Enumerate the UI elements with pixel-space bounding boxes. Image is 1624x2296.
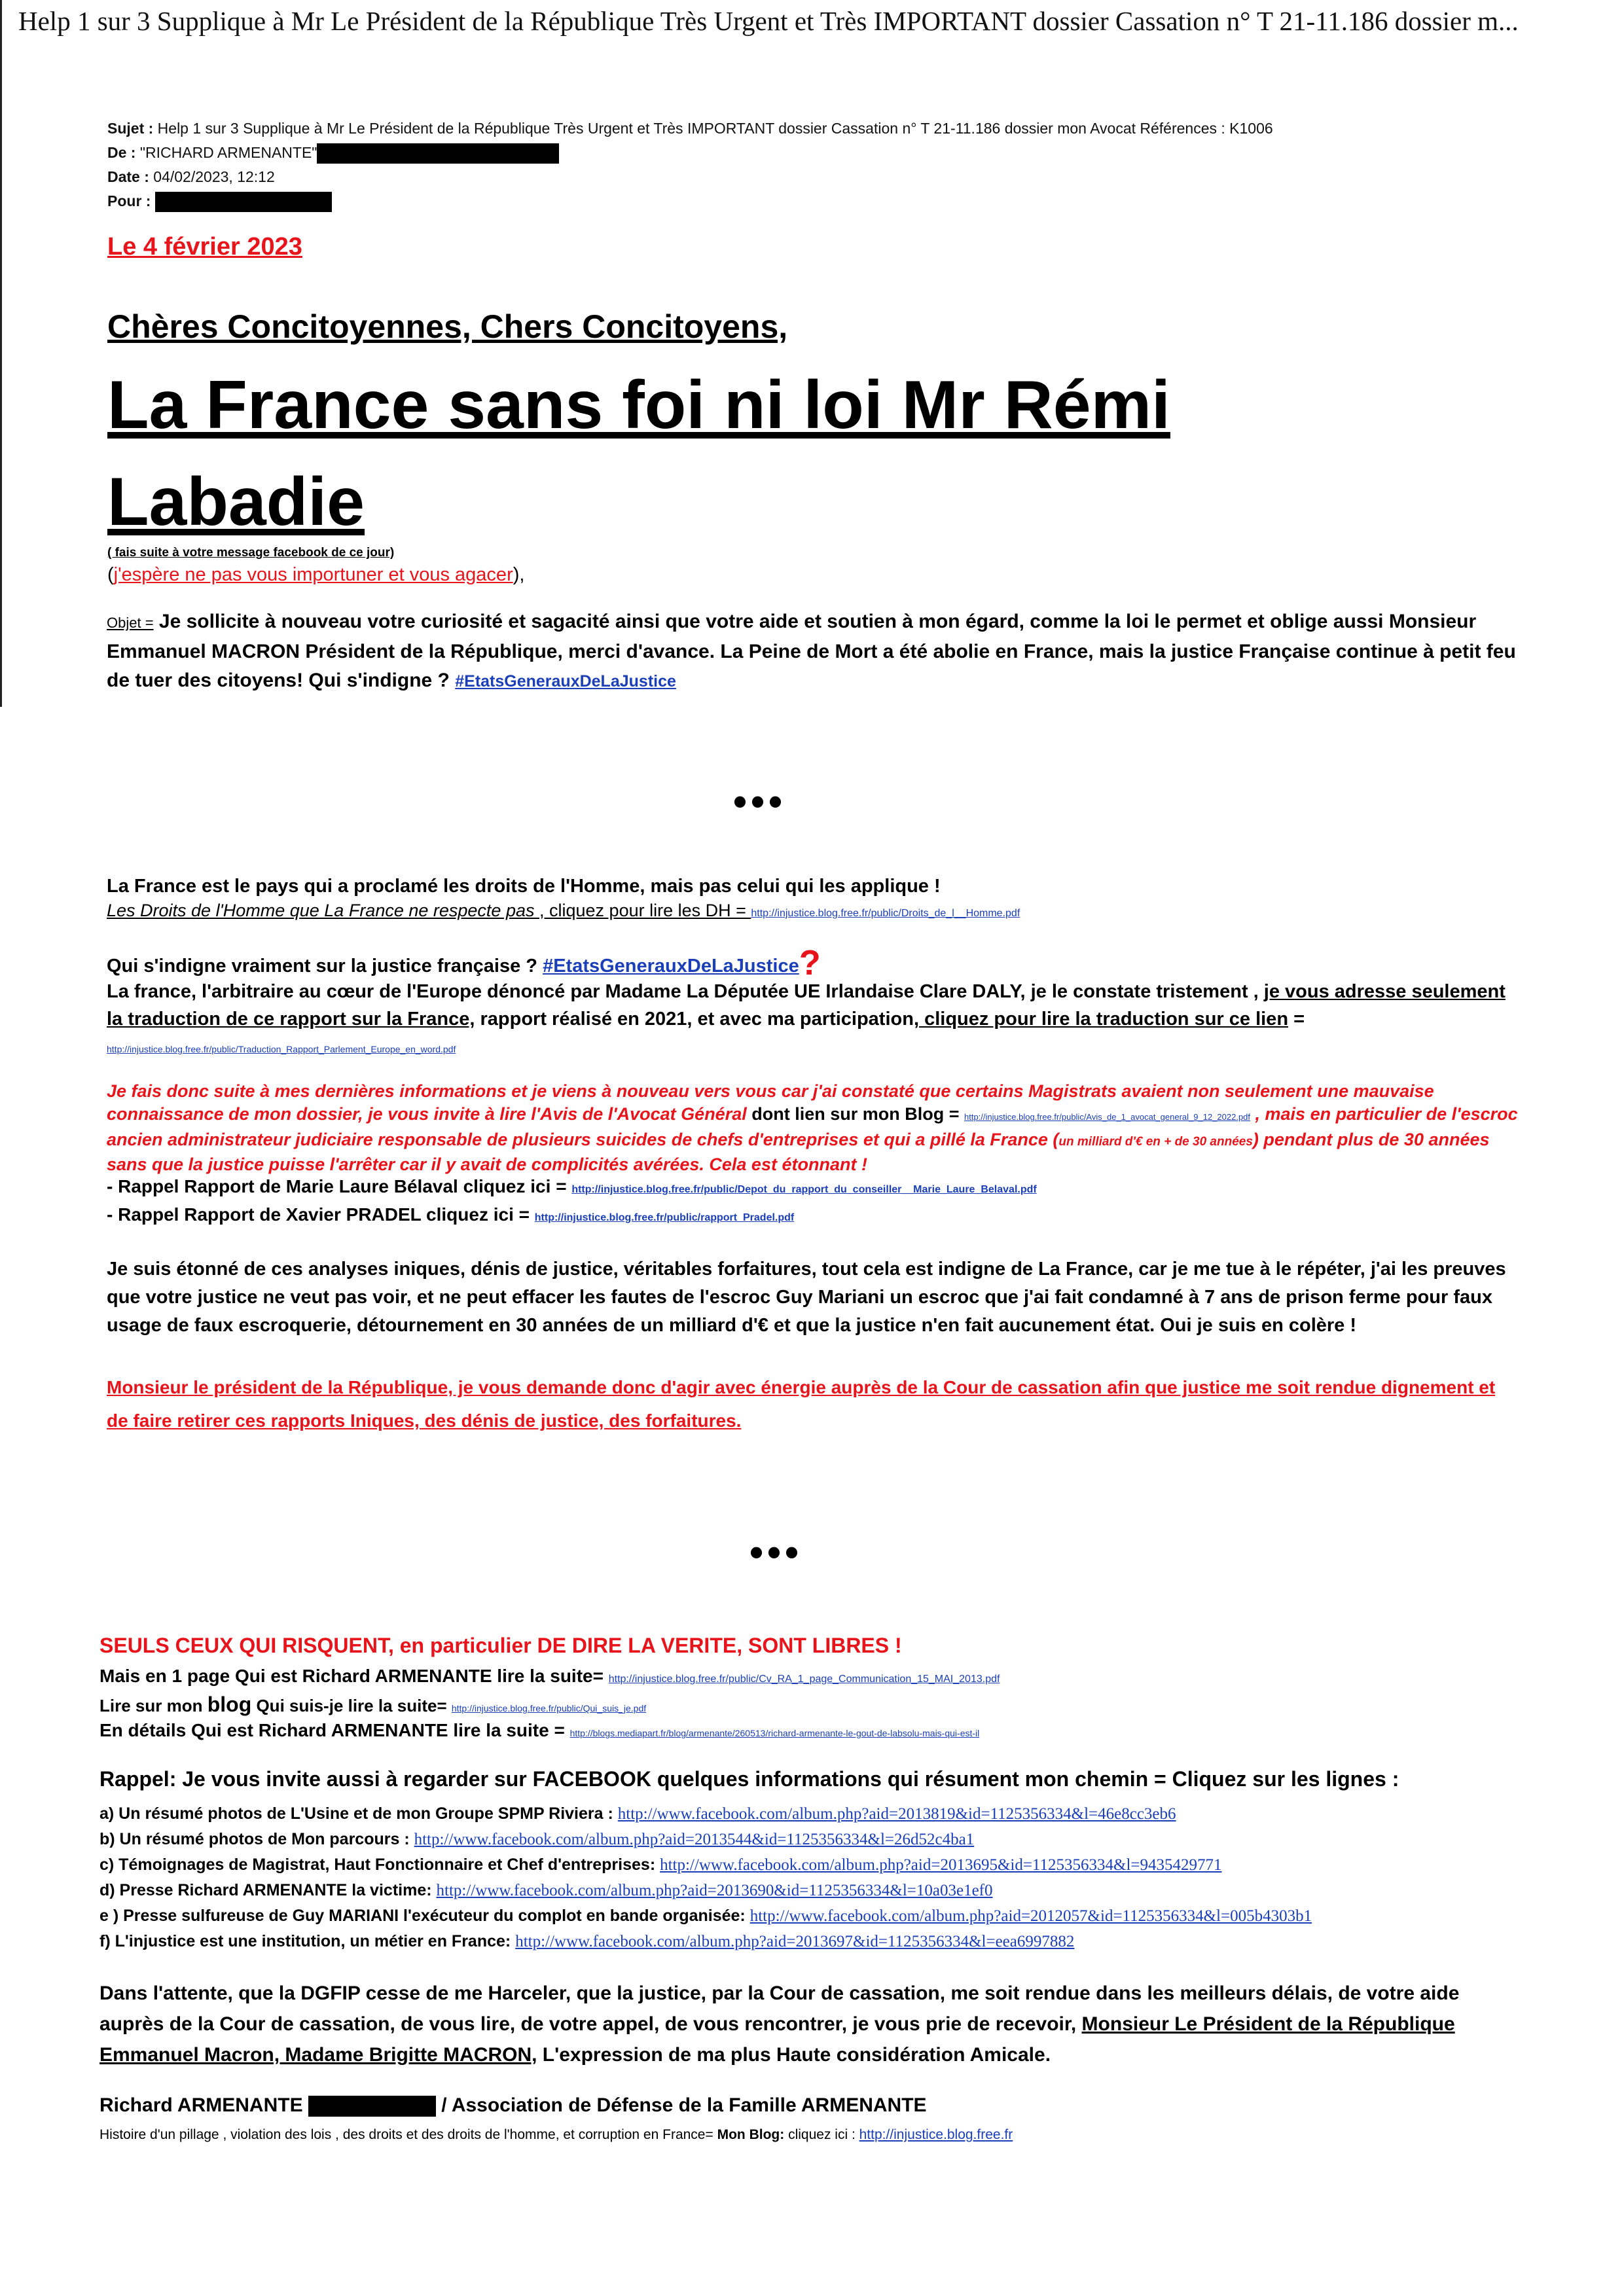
signature: Richard ARMENANTE / Association de Défense de la Famille ARMENANTE: [99, 2094, 927, 2116]
avis-link[interactable]: http://injustice.blog.free.fr/public/Avis_de_1_avocat_general_9_12_2022.pdf: [964, 1112, 1251, 1122]
follow-up-note: ( fais suite à votre message facebook de ce jour): [107, 546, 395, 560]
hashtag-link[interactable]: #EtatsGenerauxDeLaJustice: [455, 672, 676, 691]
objet-paragraph: Objet = Je sollicite à nouveau votre curiosité et sagacité ainsi que votre aide et soutien à mon égard, comme la loi le permet et oblige aussi Monsieur Emmanuel MACRON Président de la République, merci d'avance. La Peine de Mort a été abolie en France, mais la justice Française continue à petit feu de tuer des citoyens! Qui s'indigne ? #EtatsGenerauxDeLaJustice: [107, 611, 1516, 691]
facebook-list: [99, 1801, 1312, 1954]
subject-line: Sujet : Help 1 sur 3 Supplique à Mr Le Président de la République Très Urgent et Très IMPORTANT dossier Cassation n° T 21-11.186 dossier mon Avocat Références : K1006: [107, 120, 1273, 137]
cv-link[interactable]: http://injustice.blog.free.fr/public/Cv_RA_1_page_Communication_15_MAI_2013.pdf: [608, 1674, 1000, 1685]
separator-dots-2: •••: [749, 1530, 803, 1574]
apology-line: (j'espère ne pas vous importuner et vous agacer),: [107, 564, 525, 585]
letter-date: Le 4 février 2023: [107, 233, 302, 260]
subject-text: Help 1 sur 3 Supplique à Mr Le Président de la République Très Urgent et Très IMPORTANT dossier Cassation n° T 21-11.186 dossier mon Avocat Références : K1006: [157, 120, 1273, 137]
cv-line: Mais en 1 page Qui est Richard ARMENANTE lire la suite= http://injustice.blog.free.fr/public/Cv_RA_1_page_Communication_15_MAI_2013.pdf: [99, 1666, 1000, 1686]
facebook-link[interactable]: http://www.facebook.com/album.php?aid=2013697&id=1125356334&l=eea6997882: [515, 1933, 1075, 1950]
headline: La France sans foi ni loi Mr Rémi Labadie: [107, 367, 1170, 540]
facebook-link[interactable]: http://www.facebook.com/album.php?aid=2013695&id=1125356334&l=9435429771: [660, 1856, 1222, 1874]
redaction-bar: [155, 192, 332, 212]
greeting: Chères Concitoyennes, Chers Concitoyens,: [107, 308, 788, 345]
avis-paragraph: Je fais donc suite à mes dernières informations et je viens à nouveau vers vous car j'ai constaté que certains Magistrats avaient non seulement une mauvaise connaissance de mon dossier, je vous invite à lire l'Avis de l'Avocat Général dont lien sur mon Blog = http://injustice.blog.free.fr/public/Avis_de_1_avocat_general_9_12_2022.pdf , mais en particulier de l'escroc ancien administrateur judiciaire responsable de plusieurs suicides de chefs d'entreprises et qui a pillé la France (un milliard d'€ en + de 30 années) pendant plus de 30 années sans que la justice puisse l'arrêter car il y avait de complicités avérées. Cela est étonnant !: [107, 1081, 1518, 1174]
colere-paragraph: Je suis étonné de ces analyses iniques, dénis de justice, véritables forfaitures, tout cela est indigne de La France, car je me tue à le répéter, j'ai les preuves que votre justice ne veut pas voir, et ne peut effacer les fautes de l'escroc Guy Mariani un escroc que j'ai fait condamné à 7 ans de prison ferme pour faux usage de faux escroquerie, détournement en 30 années de un milliard d'€ et que la justice n'en fait aucunement état. Oui je suis en colère !: [107, 1259, 1506, 1336]
rappel-belaval: - Rappel Rapport de Marie Laure Bélaval cliquez ici = http://injustice.blog.free.fr/public/Depot_du_rapport_du_conseiller__Marie_Laure_Belaval.pdf: [107, 1176, 1037, 1196]
list-item: d) Presse Richard ARMENANTE la victime: http://www.facebook.com/album.php?aid=2013690&id=1125356334&l=10a03e1ef0: [99, 1881, 993, 1899]
rapport-link[interactable]: http://injustice.blog.free.fr/public/Traduction_Rapport_Parlement_Europe_en_word.pdf: [107, 1044, 456, 1054]
page-title: Help 1 sur 3 Supplique à Mr Le Président de la République Très Urgent et Très IMPORTANT dossier Cassation n° T 21-11.186 dossier m...: [18, 6, 1519, 36]
europe-paragraph: La france, l'arbitraire au cœur de l'Europe dénoncé par Madame La Députée UE Irlandaise Clare DALY, je le constate tristement , je vous adresse seulement la traduction de ce rapport sur la France, rapport réalisé en 2021, et avec ma participation, cliquez pour lire la traduction sur ce lien = http://injustice.blog.free.fr/public/Traduction_Rapport_Parlement_Europe_en_word.pdf: [107, 981, 1506, 1054]
separator-dots: •••: [733, 780, 787, 823]
from-line: De : "RICHARD ARMENANTE": [107, 141, 1273, 165]
list-item: f) L'injustice est une institution, un métier en France: http://www.facebook.com/album.php?aid=2013697&id=1125356334&l=eea6997882: [99, 1932, 1075, 1950]
page-edge-line: [0, 0, 2, 707]
belaval-link[interactable]: http://injustice.blog.free.fr/public/Depot_du_rapport_du_conseiller__Marie_Laure_Belaval.pdf: [571, 1184, 1037, 1195]
pradel-link[interactable]: http://injustice.blog.free.fr/public/rapport_Pradel.pdf: [534, 1212, 795, 1223]
hashtag-link-2[interactable]: #EtatsGenerauxDeLaJustice: [543, 956, 799, 977]
facebook-link[interactable]: http://www.facebook.com/album.php?aid=2012057&id=1125356334&l=005b4303b1: [749, 1907, 1312, 1925]
dh-link[interactable]: http://injustice.blog.free.fr/public/Droits_de_l__Homme.pdf: [751, 908, 1020, 919]
list-item: a) Un résumé photos de L'Usine et de mon Groupe SPMP Riviera : http://www.facebook.com/album.php?aid=2013819&id=1125356334&l=46e8cc3eb6: [99, 1804, 1176, 1823]
facebook-link[interactable]: http://www.facebook.com/album.php?aid=2013690&id=1125356334&l=10a03e1ef0: [436, 1882, 993, 1899]
list-item: b) Un résumé photos de Mon parcours : http://www.facebook.com/album.php?aid=2013544&id=1125356334&l=26d52c4ba1: [99, 1830, 975, 1848]
date-line: Date : 04/02/2023, 12:12: [107, 168, 275, 185]
to-line: Pour :: [107, 189, 1273, 213]
signature-blog-line: Histoire d'un pillage , violation des lois , des droits et des droits de l'homme, et corruption en France= Mon Blog: cliquez ici : http://injustice.blog.free.fr: [99, 2127, 1013, 2142]
rappel-pradel: - Rappel Rapport de Xavier PRADEL cliquez ici = http://injustice.blog.free.fr/public/rapport_Pradel.pdf: [107, 1204, 795, 1225]
mediapart-link[interactable]: http://blogs.mediapart.fr/blog/armenante/260513/richard-armenante-le-gout-de-labsolu-mais-qui-est-il: [569, 1728, 980, 1738]
seuls-line: SEULS CEUX QUI RISQUENT, en particulier DE DIRE LA VERITE, SONT LIBRES !: [99, 1634, 902, 1657]
closing-paragraph: Dans l'attente, que la DGFIP cesse de me Harceler, que la justice, par la Cour de cassation, me soit rendue dans les meilleurs délais, de votre aide auprès de la Cour de cassation, de vous lire, de votre appel, de vous rencontrer, je vous prie de recevoir, Monsieur Le Président de la République Emmanuel Macron, Madame Brigitte MACRON, L'expression de ma plus Haute considération Amicale.: [99, 1982, 1460, 2066]
facebook-intro: Rappel: Je vous invite aussi à regarder sur FACEBOOK quelques informations qui résument mon chemin = Cliquez sur les lignes :: [99, 1767, 1399, 1791]
date-text: 04/02/2023, 12:12: [153, 168, 275, 185]
blog-link[interactable]: http://injustice.blog.free.fr: [859, 2127, 1013, 2142]
qui-suis-je-link[interactable]: http://injustice.blog.free.fr/public/Qui_suis_je.pdf: [451, 1703, 647, 1713]
droits-link-line: Les Droits de l'Homme que La France ne respecte pas , cliquez pour lire les DH = http://injustice.blog.free.fr/public/Droits_de_l__Homme.pdf: [107, 901, 1020, 920]
from-text: "RICHARD ARMENANTE": [139, 144, 317, 161]
redaction-bar: [308, 2096, 436, 2117]
list-item: e ) Presse sulfureuse de Guy MARIANI l'exécuteur du complot en bande organisée: http://www.facebook.com/album.php?aid=2012057&id=1125356334&l=005b4303b1: [99, 1907, 1312, 1925]
qui-suis-je-line: Lire sur mon blog Qui suis-je lire la suite= http://injustice.blog.free.fr/public/Qui_suis_je.pdf: [99, 1693, 647, 1716]
demande-paragraph: Monsieur le président de la République, je vous demande donc d'agir avec énergie auprès de la Cour de cassation afin que justice me soit rendue dignement et de faire retirer ces rapports Iniques, des dénis de justice, des forfaitures.: [107, 1377, 1496, 1431]
facebook-link[interactable]: http://www.facebook.com/album.php?aid=2013819&id=1125356334&l=46e8cc3eb6: [617, 1805, 1176, 1823]
list-item: c) Témoignages de Magistrat, Haut Fonctionnaire et Chef d'entreprises: http://www.facebook.com/album.php?aid=2013695&id=1125356334&l=9435429771: [99, 1856, 1222, 1874]
droits-line: La France est le pays qui a proclamé les droits de l'Homme, mais pas celui qui les applique !: [107, 876, 941, 897]
redaction-bar: [317, 143, 559, 164]
indigne-question: Qui s'indigne vraiment sur la justice française ? #EtatsGenerauxDeLaJustice?: [107, 943, 821, 982]
email-header: [107, 117, 1273, 213]
facebook-link[interactable]: http://www.facebook.com/album.php?aid=2013544&id=1125356334&l=26d52c4ba1: [414, 1831, 975, 1848]
mediapart-line: En détails Qui est Richard ARMENANTE lire la suite = http://blogs.mediapart.fr/blog/armenante/260513/richard-armenante-le-gout-de-labsolu-mais-qui-est-il: [99, 1720, 980, 1740]
